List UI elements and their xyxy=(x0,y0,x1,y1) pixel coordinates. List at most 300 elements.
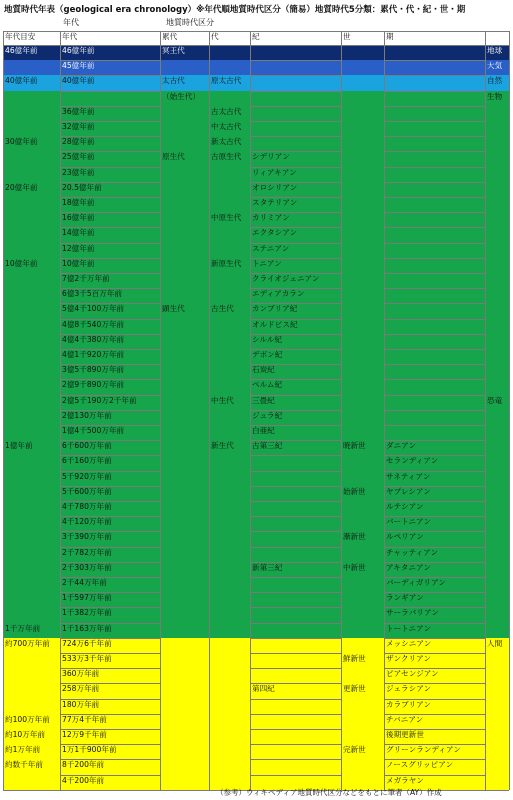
age-cell: 18億年前 xyxy=(62,198,95,207)
row-rule xyxy=(250,258,341,259)
period-cell: デボン紀 xyxy=(252,350,283,359)
row-rule xyxy=(60,714,160,715)
guide-age-cell: 46億年前 xyxy=(5,46,38,55)
row-rule xyxy=(384,349,485,350)
row-rule xyxy=(60,425,160,426)
age-stage-cell: チバニアン xyxy=(386,714,424,724)
row-rule xyxy=(250,288,341,289)
epoch-cell xyxy=(341,45,384,60)
row-rule xyxy=(384,60,485,61)
period-cell: 古第三紀 xyxy=(252,441,283,451)
row-rule xyxy=(60,136,160,137)
row-rule xyxy=(60,699,160,700)
age-stage-cell: トートニアン xyxy=(386,623,431,633)
period-cell: クライオジェニアン xyxy=(252,274,320,283)
guide-age-cell: 約数千年前 xyxy=(5,760,43,770)
age-stage-cell: メッシニアン xyxy=(386,638,432,648)
age-cell: 10億年前 xyxy=(62,258,95,268)
guide-age-cell: 約10万年前 xyxy=(5,730,46,739)
age-stage-cell: ピアセンジアン xyxy=(386,669,439,679)
row-rule xyxy=(60,273,160,274)
table-title: 地質時代年表（geological era chronology）※年代順地質時代区分（簡易）地質時代5分類：累代・代・紀・世・期 xyxy=(4,5,466,15)
age-stage-cell: チャッティアン xyxy=(386,547,439,557)
row-rule xyxy=(60,379,160,380)
age-stage-cell: バートニアン xyxy=(386,517,431,527)
row-rule xyxy=(384,121,485,122)
period-cell: ステニアン xyxy=(252,243,290,253)
row-rule xyxy=(250,60,341,61)
header-division: 地質時代区分 xyxy=(166,18,214,27)
age-stage-cell: ルテシアン xyxy=(386,502,424,511)
row-rule xyxy=(384,395,485,396)
age-cell: 40億年前 xyxy=(62,76,95,86)
era-cell: 新生代 xyxy=(211,441,234,451)
row-rule xyxy=(384,303,485,304)
period-cell: エディアカラン xyxy=(252,289,305,299)
period-cell: シデリアン xyxy=(252,152,290,162)
age-stage-cell: ジェラシアン xyxy=(386,684,432,694)
row-rule xyxy=(60,334,160,335)
row-rule xyxy=(60,471,160,472)
period-cell: カンブリア紀 xyxy=(252,304,298,314)
age-cell: 23億年前 xyxy=(62,167,95,177)
row-rule xyxy=(384,699,485,700)
row-rule xyxy=(250,759,341,760)
row-rule xyxy=(250,683,341,684)
row-rule xyxy=(384,455,485,456)
row-rule xyxy=(250,212,341,213)
row-rule xyxy=(60,455,160,456)
row-rule xyxy=(60,106,160,107)
row-rule xyxy=(384,167,485,168)
age-cell: 4千780万年前 xyxy=(62,502,112,511)
row-rule xyxy=(384,775,485,776)
period-cell: シルル紀 xyxy=(252,334,282,344)
age-cell: 16億年前 xyxy=(62,213,95,223)
age-cell: 533万3千年前 xyxy=(62,654,112,663)
column-header: 年代 xyxy=(62,32,78,41)
row-rule xyxy=(60,638,160,639)
row-rule xyxy=(250,531,341,532)
row-rule xyxy=(384,668,485,669)
age-cell: 2千303万年前 xyxy=(62,562,112,572)
row-rule xyxy=(250,334,341,335)
period-cell: 石炭紀 xyxy=(252,365,275,375)
row-rule xyxy=(60,410,160,411)
milestone-cell: 生物 xyxy=(487,91,503,101)
row-rule xyxy=(60,501,160,502)
age-stage-cell: サーラバリアン xyxy=(386,608,439,618)
row-rule xyxy=(384,471,485,472)
period-cell: 三畳紀 xyxy=(252,395,275,405)
period-cell: スタテリアン xyxy=(252,198,298,207)
era-cell: 新原生代 xyxy=(211,258,242,268)
row-rule xyxy=(60,668,160,669)
row-rule xyxy=(60,349,160,350)
era-cell: 中原生代 xyxy=(211,213,242,223)
row-rule xyxy=(60,243,160,244)
epoch-cell: 暁新世 xyxy=(343,441,366,451)
row-rule xyxy=(60,227,160,228)
age-cell: 4億8千540万年前 xyxy=(62,319,125,329)
age-cell: 46億年前 xyxy=(62,46,95,55)
row-rule xyxy=(250,303,341,304)
age-cell: 1億4千500万年前 xyxy=(62,426,125,435)
row-rule xyxy=(384,273,485,274)
period-cell: ジュラ紀 xyxy=(252,410,283,420)
age-cell: 258万年前 xyxy=(62,684,100,694)
column-rule xyxy=(341,31,342,790)
row-rule xyxy=(250,319,341,320)
age-cell: 32億年前 xyxy=(62,122,95,131)
epoch-cell: 鮮新世 xyxy=(343,654,366,663)
row-rule xyxy=(250,379,341,380)
age-cell: 2千44万年前 xyxy=(62,578,107,587)
header-rule xyxy=(3,31,509,32)
age-stage-cell: ダニアン xyxy=(386,441,417,451)
age-stage-cell: ルペリアン xyxy=(386,532,424,542)
row-rule xyxy=(250,699,341,700)
column-header: 代 xyxy=(211,32,219,41)
row-rule xyxy=(250,729,341,730)
period-cell: オルドビス紀 xyxy=(252,319,298,329)
source-note: （参考）ウィキペディア地質時代区分などをもとに筆者（AY）作成 xyxy=(216,788,442,797)
row-rule xyxy=(60,197,160,198)
row-rule xyxy=(60,319,160,320)
guide-age-cell: 1千万年前 xyxy=(5,623,41,633)
row-rule xyxy=(250,121,341,122)
age-cell: 28億年前 xyxy=(62,137,95,147)
epoch-cell: 中新世 xyxy=(343,562,366,572)
row-rule xyxy=(384,75,485,76)
row-rule xyxy=(384,531,485,532)
row-rule xyxy=(60,547,160,548)
age-cell: 36億年前 xyxy=(62,106,95,116)
age-stage-cell: ザンクリアン xyxy=(386,654,431,663)
eon-cell: 原生代 xyxy=(162,152,185,162)
age-cell: 12万9千年前 xyxy=(62,730,107,739)
period-cell: エクタシアン xyxy=(252,228,298,238)
guide-age-cell: 30億年前 xyxy=(5,137,38,147)
row-rule xyxy=(384,379,485,380)
guide-age-cell: 約1万年前 xyxy=(5,745,41,755)
age-cell: 5千920万年前 xyxy=(62,471,112,481)
row-rule xyxy=(60,683,160,684)
row-rule xyxy=(60,182,160,183)
row-rule xyxy=(384,607,485,608)
row-rule xyxy=(384,577,485,578)
row-rule xyxy=(384,714,485,715)
age-stage-cell: ランギアン xyxy=(386,593,424,603)
row-rule xyxy=(60,121,160,122)
row-rule xyxy=(60,91,160,92)
row-band xyxy=(3,91,509,107)
header-rule xyxy=(3,45,509,46)
age-cell: 3億5千890万年前 xyxy=(62,365,125,375)
row-rule xyxy=(250,562,341,563)
row-rule xyxy=(60,759,160,760)
period-cell: 第四紀 xyxy=(252,684,275,694)
row-rule xyxy=(60,395,160,396)
age-stage-cell: メガラヤン xyxy=(386,775,424,785)
eon-cell: 冥王代 xyxy=(162,46,185,55)
row-rule xyxy=(384,440,485,441)
guide-age-cell: 1億年前 xyxy=(5,441,33,451)
row-rule xyxy=(250,486,341,487)
row-rule xyxy=(384,151,485,152)
age-cell: 6億3千5百万年前 xyxy=(62,289,123,299)
row-rule xyxy=(250,577,341,578)
row-rule xyxy=(384,759,485,760)
row-rule xyxy=(60,486,160,487)
epoch-cell: 漸新世 xyxy=(343,532,366,542)
row-rule xyxy=(60,364,160,365)
guide-age-cell: 40億年前 xyxy=(5,76,38,86)
age-stage-cell: アキタニアン xyxy=(386,562,431,572)
age-cell: 5千600万年前 xyxy=(62,486,112,496)
row-rule xyxy=(250,440,341,441)
row-rule xyxy=(250,653,341,654)
milestone-cell: 地球 xyxy=(487,46,503,55)
row-rule xyxy=(250,425,341,426)
row-rule xyxy=(250,167,341,168)
eon-cell: 太古代 xyxy=(162,76,185,86)
row-rule xyxy=(60,775,160,776)
row-rule xyxy=(384,319,485,320)
guide-age-cell: 約700万年前 xyxy=(5,638,50,648)
row-rule xyxy=(60,167,160,168)
age-cell: 1千163万年前 xyxy=(62,623,112,633)
age-cell: 724万6千年前 xyxy=(62,638,112,648)
era-cell: 古原生代 xyxy=(211,152,242,162)
row-rule xyxy=(250,775,341,776)
age-cell: 77万4千年前 xyxy=(62,714,107,724)
milestone-cell: 人間 xyxy=(487,638,503,648)
age-stage-cell: グリーンランディアン xyxy=(386,745,461,755)
eon-cell: （始生代） xyxy=(162,91,200,101)
age-cell: 6千160万年前 xyxy=(62,456,112,466)
row-rule xyxy=(250,151,341,152)
row-rule xyxy=(250,516,341,517)
row-rule xyxy=(250,410,341,411)
row-rule xyxy=(250,607,341,608)
era-cell: 中太古代 xyxy=(211,122,242,131)
row-rule xyxy=(384,623,485,624)
header-era: 年代 xyxy=(63,18,79,27)
row-rule xyxy=(60,653,160,654)
age-cell: 5億4千100万年前 xyxy=(62,304,125,314)
row-rule xyxy=(384,592,485,593)
row-rule xyxy=(60,607,160,608)
row-rule xyxy=(60,151,160,152)
row-rule xyxy=(384,106,485,107)
row-rule xyxy=(384,136,485,137)
period-cell: ペルム紀 xyxy=(252,380,283,390)
row-rule xyxy=(250,273,341,274)
row-rule xyxy=(384,744,485,745)
row-rule xyxy=(250,395,341,396)
column-rule xyxy=(3,31,4,790)
row-rule xyxy=(250,227,341,228)
age-stage-cell: セランディアン xyxy=(386,456,439,466)
age-cell: 4億1千920万年前 xyxy=(62,350,125,359)
age-cell: 20.5億年前 xyxy=(62,182,102,192)
age-cell: 7億2千万年前 xyxy=(62,274,110,283)
row-rule xyxy=(250,106,341,107)
milestone-cell: 恐竜 xyxy=(487,395,503,405)
period-cell: トニアン xyxy=(252,258,282,268)
milestone-cell: 自然 xyxy=(487,76,503,86)
row-rule xyxy=(384,91,485,92)
age-stage-cell: ノースグリッピアン xyxy=(386,760,454,770)
row-rule xyxy=(60,744,160,745)
age-stage-cell: 後期更新世 xyxy=(386,730,424,739)
age-cell: 6千600万年前 xyxy=(62,441,112,451)
age-stage-cell: サネティアン xyxy=(386,471,431,481)
row-rule xyxy=(250,714,341,715)
age-cell: 1万1千900年前 xyxy=(62,745,117,755)
row-rule xyxy=(384,227,485,228)
guide-age-cell: 10億年前 xyxy=(5,258,38,268)
age-stage-cell: カラブリアン xyxy=(386,699,431,709)
column-header: 世 xyxy=(343,32,351,41)
row-rule xyxy=(384,729,485,730)
period-cell: カリミアン xyxy=(252,213,290,223)
row-rule xyxy=(250,349,341,350)
column-header: 期 xyxy=(386,32,394,41)
column-header: 累代 xyxy=(162,32,178,41)
row-rule xyxy=(250,471,341,472)
row-rule xyxy=(384,258,485,259)
row-rule xyxy=(250,592,341,593)
row-rule xyxy=(384,638,485,639)
guide-age-cell: 20億年前 xyxy=(5,182,38,192)
row-rule xyxy=(384,364,485,365)
row-rule xyxy=(60,303,160,304)
row-rule xyxy=(250,197,341,198)
row-rule xyxy=(250,744,341,745)
row-rule xyxy=(384,547,485,548)
period-cell: オロシリアン xyxy=(252,182,298,192)
epoch-cell: 完新世 xyxy=(343,745,366,755)
row-rule xyxy=(250,136,341,137)
row-rule xyxy=(60,440,160,441)
row-rule xyxy=(60,562,160,563)
epoch-cell: 更新世 xyxy=(343,684,366,694)
row-rule xyxy=(250,623,341,624)
row-rule xyxy=(384,182,485,183)
age-stage-cell: バーディガリアン xyxy=(386,578,446,587)
row-rule xyxy=(384,425,485,426)
row-rule xyxy=(384,197,485,198)
column-header: 紀 xyxy=(252,32,260,41)
age-cell: 4千120万年前 xyxy=(62,517,112,527)
row-rule xyxy=(60,729,160,730)
row-rule xyxy=(250,75,341,76)
row-rule xyxy=(60,75,160,76)
period-cell: 白亜紀 xyxy=(252,426,275,435)
row-rule xyxy=(384,334,485,335)
row-rule xyxy=(384,410,485,411)
period-cell: リィアキアン xyxy=(252,167,297,177)
age-stage-cell: ヤプレシアン xyxy=(386,486,431,496)
age-cell: 45億年前 xyxy=(62,61,95,71)
row-rule xyxy=(250,501,341,502)
row-rule xyxy=(60,60,160,61)
column-rule xyxy=(160,31,161,790)
guide-age-cell: 約100万年前 xyxy=(5,714,50,724)
row-rule xyxy=(60,212,160,213)
epoch-cell: 始新世 xyxy=(343,486,366,496)
era-cell: 古生代 xyxy=(211,304,234,314)
row-rule xyxy=(60,288,160,289)
age-cell: 2億130万年前 xyxy=(62,410,112,420)
row-rule xyxy=(250,243,341,244)
age-cell: 1千382万年前 xyxy=(62,608,112,618)
row-rule xyxy=(384,562,485,563)
age-cell: 12億年前 xyxy=(62,243,95,253)
age-cell: 4千200年前 xyxy=(62,775,105,785)
era-cell: 新太古代 xyxy=(211,137,242,147)
row-rule xyxy=(250,547,341,548)
row-rule xyxy=(384,516,485,517)
row-rule xyxy=(60,577,160,578)
row-rule xyxy=(250,455,341,456)
row-rule xyxy=(384,653,485,654)
age-cell: 14億年前 xyxy=(62,228,95,238)
row-rule xyxy=(250,182,341,183)
row-rule xyxy=(384,212,485,213)
row-rule xyxy=(384,501,485,502)
era-cell: 中生代 xyxy=(211,395,234,405)
age-cell: 2億5千190万2千年前 xyxy=(62,395,137,405)
eon-cell: 顕生代 xyxy=(162,304,185,314)
row-rule xyxy=(60,623,160,624)
age-cell: 360万年前 xyxy=(62,669,100,679)
era-cell: 古太古代 xyxy=(211,106,242,116)
row-rule xyxy=(250,638,341,639)
column-header xyxy=(485,31,509,45)
column-header: 年代目安 xyxy=(5,32,36,41)
age-cell: 25億年前 xyxy=(62,152,95,162)
row-rule xyxy=(384,486,485,487)
column-rule xyxy=(509,31,510,790)
row-rule xyxy=(60,592,160,593)
age-cell: 2千782万年前 xyxy=(62,547,112,557)
age-cell: 3千390万年前 xyxy=(62,532,112,542)
age-cell: 1千597万年前 xyxy=(62,593,112,603)
row-rule xyxy=(60,531,160,532)
row-rule xyxy=(384,243,485,244)
age-cell: 4億4千380万年前 xyxy=(62,334,125,344)
era-cell: 原太古代 xyxy=(211,76,242,86)
row-rule xyxy=(60,258,160,259)
age-cell: 180万年前 xyxy=(62,699,100,709)
row-rule xyxy=(250,364,341,365)
age-cell: 2億9千890万年前 xyxy=(62,380,125,390)
milestone-cell: 大気 xyxy=(487,61,503,71)
age-cell: 8千200年前 xyxy=(62,760,105,770)
row-rule xyxy=(384,288,485,289)
period-cell: 新第三紀 xyxy=(252,562,283,572)
row-rule xyxy=(60,516,160,517)
row-rule xyxy=(384,683,485,684)
column-rule xyxy=(485,31,486,790)
chronology-table xyxy=(3,31,509,786)
column-rule xyxy=(209,31,210,790)
row-rule xyxy=(250,91,341,92)
row-rule xyxy=(250,668,341,669)
